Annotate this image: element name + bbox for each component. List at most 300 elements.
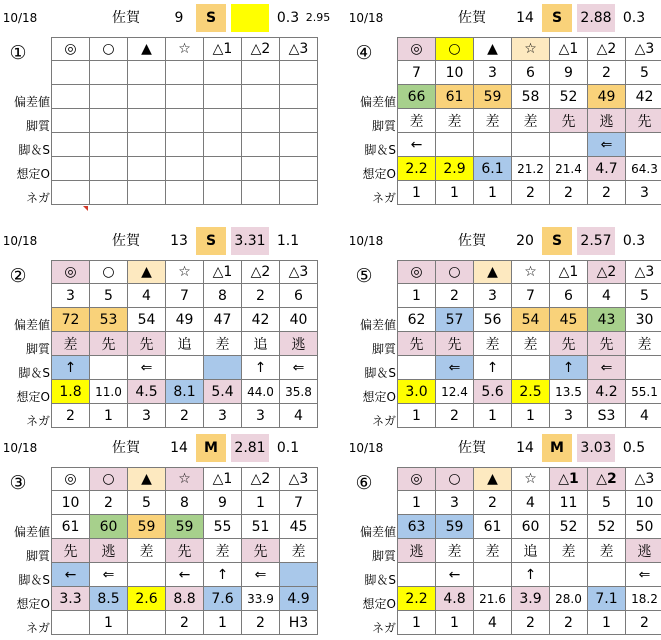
speed-cell: ← xyxy=(398,133,436,157)
odds-cell: 8.5 xyxy=(90,587,128,611)
horse-number-cell xyxy=(128,61,166,85)
running-style-cell: 差 xyxy=(204,332,242,356)
deviation-cell: 30 xyxy=(626,308,661,332)
speed-cell xyxy=(280,133,318,157)
row-label-odds: 想定O xyxy=(0,385,50,409)
race-extra-value: 0.1 xyxy=(273,434,303,462)
nega-cell: 1 xyxy=(512,404,550,428)
deviation-cell: 59 xyxy=(128,515,166,539)
odds-cell: 4.7 xyxy=(588,157,626,181)
horse-number-cell xyxy=(52,61,90,85)
row-label-style: 脚質 xyxy=(0,337,50,361)
row-label-nega: ネガ xyxy=(346,186,396,210)
mark-cell: △1 xyxy=(204,261,242,284)
running-style-cell: 先 xyxy=(398,332,436,356)
odds-cell: 4.5 xyxy=(128,380,166,404)
race-number: 13 xyxy=(162,227,196,255)
running-style-cell: 先 xyxy=(626,109,661,133)
race-ratio: 2.81 xyxy=(231,434,269,462)
horse-number-cell: 1 xyxy=(242,491,280,515)
row-label-odds: 想定O xyxy=(0,592,50,616)
row-label-nega: ネガ xyxy=(0,186,50,210)
nega-cell: 2 xyxy=(242,611,280,635)
nega-cell: 1 xyxy=(90,404,128,428)
horse-number-row xyxy=(52,491,318,515)
speed-cell: ⇐ xyxy=(588,356,626,380)
deviation-cell: 58 xyxy=(512,85,550,109)
horse-number-cell: 1 xyxy=(398,284,436,308)
horse-number-cell: 11 xyxy=(550,491,588,515)
race-venue: 佐賀 xyxy=(450,227,494,255)
horse-number-cell: 6 xyxy=(512,61,550,85)
nega-cell xyxy=(166,181,204,205)
horse-number-cell: 4 xyxy=(512,491,550,515)
nega-cell xyxy=(128,181,166,205)
nega-row xyxy=(52,611,318,635)
nega-cell xyxy=(204,181,242,205)
race-grade-badge: S xyxy=(542,227,572,255)
horse-number-cell: 2 xyxy=(90,491,128,515)
race-grade-badge: S xyxy=(196,4,226,32)
mark-cell: ☆ xyxy=(166,38,204,61)
race-venue: 佐賀 xyxy=(450,434,494,462)
running-style-row xyxy=(52,332,318,356)
nega-cell: 3 xyxy=(550,404,588,428)
deviation-cell: 59 xyxy=(436,515,474,539)
odds-cell: 13.5 xyxy=(550,380,588,404)
horse-number-cell: 6 xyxy=(550,284,588,308)
odds-cell: 35.8 xyxy=(280,380,318,404)
speed-cell: ↑ xyxy=(242,356,280,380)
race-grade-badge: M xyxy=(196,434,226,462)
running-style-cell: 差 xyxy=(128,539,166,563)
odds-cell: 4.9 xyxy=(280,587,318,611)
deviation-cell: 50 xyxy=(626,515,661,539)
row-label-speed: 脚＆S xyxy=(0,361,50,385)
running-style-cell: 差 xyxy=(512,109,550,133)
speed-cell: ↑ xyxy=(204,563,242,587)
running-style-cell xyxy=(166,109,204,133)
row-label-nega: ネガ xyxy=(0,409,50,433)
race-extra-value-2 xyxy=(303,227,333,255)
nega-cell: 1 xyxy=(204,611,242,635)
race-extra-value-2 xyxy=(649,434,661,462)
speed-cell: ⇐ xyxy=(588,133,626,157)
odds-row xyxy=(398,587,661,611)
deviation-row xyxy=(398,308,661,332)
race-number: 20 xyxy=(508,227,542,255)
deviation-cell: 43 xyxy=(588,308,626,332)
race-panel-6 xyxy=(346,434,661,639)
mark-cell: ◎ xyxy=(52,38,90,61)
odds-row xyxy=(52,380,318,404)
prediction-grid xyxy=(397,37,661,205)
speed-row xyxy=(398,563,661,587)
row-label-style: 脚質 xyxy=(346,544,396,568)
speed-cell: ↑ xyxy=(550,356,588,380)
race-panel-4 xyxy=(346,227,661,432)
panel-number: ⑤ xyxy=(351,263,377,289)
nega-cell: 2 xyxy=(626,611,661,635)
mark-cell: △3 xyxy=(280,38,318,61)
mark-cell: ▲ xyxy=(474,261,512,284)
odds-row xyxy=(52,587,318,611)
horse-number-cell xyxy=(242,61,280,85)
running-style-cell: 差 xyxy=(474,109,512,133)
deviation-cell: 63 xyxy=(398,515,436,539)
running-style-cell: 先 xyxy=(90,332,128,356)
nega-cell: 3 xyxy=(626,181,661,205)
race-venue: 佐賀 xyxy=(104,434,148,462)
row-label-speed: 脚＆S xyxy=(346,361,396,385)
mark-row xyxy=(398,38,661,61)
horse-number-cell: 5 xyxy=(90,284,128,308)
prediction-grid xyxy=(51,37,318,205)
nega-cell: 1 xyxy=(398,404,436,428)
speed-cell xyxy=(512,133,550,157)
mark-cell: △1 xyxy=(550,468,588,491)
nega-cell: 1 xyxy=(588,611,626,635)
horse-number-cell: 7 xyxy=(398,61,436,85)
odds-row xyxy=(52,157,318,181)
running-style-cell: 差 xyxy=(52,332,90,356)
race-number: 14 xyxy=(162,434,196,462)
speed-cell xyxy=(90,133,128,157)
race-extra-value: 0.3 xyxy=(619,227,649,255)
race-venue: 佐賀 xyxy=(104,4,148,32)
odds-cell: 2.9 xyxy=(436,157,474,181)
running-style-cell xyxy=(242,109,280,133)
panel-number: ② xyxy=(5,263,31,289)
race-extra-value: 1.1 xyxy=(273,227,303,255)
running-style-cell xyxy=(90,109,128,133)
mark-cell: ◎ xyxy=(398,38,436,61)
deviation-cell: 42 xyxy=(626,85,661,109)
speed-row xyxy=(52,563,318,587)
running-style-cell: 先 xyxy=(166,539,204,563)
mark-cell: ▲ xyxy=(128,261,166,284)
panel-number: ⑥ xyxy=(351,470,377,496)
panel-header xyxy=(0,227,330,255)
running-style-cell: 差 xyxy=(436,109,474,133)
odds-cell xyxy=(128,157,166,181)
mark-cell: ○ xyxy=(90,468,128,491)
horse-number-cell: 2 xyxy=(242,284,280,308)
deviation-cell xyxy=(280,85,318,109)
nega-cell xyxy=(52,611,90,635)
horse-number-cell: 2 xyxy=(474,491,512,515)
cell-comment-marker xyxy=(83,206,88,211)
odds-cell: 28.0 xyxy=(550,587,588,611)
row-label-speed: 脚＆S xyxy=(0,138,50,162)
race-extra-value: 0.3 xyxy=(273,4,303,32)
race-panel-5 xyxy=(0,434,330,639)
nega-cell: 3 xyxy=(128,404,166,428)
running-style-cell: 逃 xyxy=(398,539,436,563)
running-style-cell: 追 xyxy=(166,332,204,356)
horse-number-cell: 5 xyxy=(128,491,166,515)
speed-cell xyxy=(204,133,242,157)
nega-cell: 1 xyxy=(436,611,474,635)
speed-cell: ⇐ xyxy=(436,356,474,380)
horse-number-cell xyxy=(204,61,242,85)
row-label-deviation: 偏差値 xyxy=(346,313,396,337)
deviation-cell: 54 xyxy=(512,308,550,332)
row-label-style: 脚質 xyxy=(0,544,50,568)
running-style-cell: 逃 xyxy=(588,109,626,133)
running-style-row xyxy=(398,332,661,356)
race-extra-value-2 xyxy=(649,227,661,255)
horse-number-cell: 5 xyxy=(588,491,626,515)
mark-cell: △2 xyxy=(588,38,626,61)
odds-cell: 3.9 xyxy=(512,587,550,611)
deviation-cell xyxy=(128,85,166,109)
speed-cell xyxy=(626,356,661,380)
race-ratio xyxy=(231,4,269,32)
mark-cell: △2 xyxy=(588,468,626,491)
deviation-cell: 40 xyxy=(280,308,318,332)
nega-row xyxy=(398,611,661,635)
speed-row xyxy=(52,133,318,157)
mark-cell: ☆ xyxy=(512,38,550,61)
speed-cell xyxy=(474,563,512,587)
mark-cell: △3 xyxy=(626,261,661,284)
nega-cell: 2 xyxy=(166,404,204,428)
deviation-cell: 47 xyxy=(204,308,242,332)
race-grade-badge: S xyxy=(196,227,226,255)
mark-cell: ○ xyxy=(436,261,474,284)
nega-cell: H3 xyxy=(280,611,318,635)
nega-cell: 2 xyxy=(588,181,626,205)
running-style-cell: 差 xyxy=(512,332,550,356)
horse-number-cell: 10 xyxy=(436,61,474,85)
speed-cell xyxy=(128,133,166,157)
horse-number-row xyxy=(52,284,318,308)
odds-cell: 64.3 xyxy=(626,157,661,181)
horse-number-cell: 7 xyxy=(166,284,204,308)
running-style-cell: 先 xyxy=(52,539,90,563)
deviation-cell: 66 xyxy=(398,85,436,109)
deviation-cell: 59 xyxy=(474,85,512,109)
odds-cell: 21.4 xyxy=(550,157,588,181)
mark-cell: △3 xyxy=(280,468,318,491)
horse-number-cell: 2 xyxy=(436,284,474,308)
deviation-cell: 56 xyxy=(474,308,512,332)
mark-cell: ◎ xyxy=(52,261,90,284)
speed-cell xyxy=(474,133,512,157)
running-style-cell: 先 xyxy=(242,539,280,563)
nega-cell: 1 xyxy=(474,181,512,205)
speed-cell xyxy=(550,563,588,587)
race-date: 10/18 xyxy=(0,227,40,255)
horse-number-row xyxy=(398,491,661,515)
horse-number-cell: 7 xyxy=(280,491,318,515)
odds-row xyxy=(398,380,661,404)
mark-cell: ☆ xyxy=(512,468,550,491)
nega-cell: 4 xyxy=(280,404,318,428)
running-style-cell: 追 xyxy=(242,332,280,356)
horse-number-cell: 5 xyxy=(626,284,661,308)
speed-cell xyxy=(166,133,204,157)
mark-cell: ○ xyxy=(436,468,474,491)
running-style-cell: 差 xyxy=(550,539,588,563)
nega-row xyxy=(52,404,318,428)
horse-number-row xyxy=(398,284,661,308)
running-style-cell: 追 xyxy=(512,539,550,563)
mark-cell: △3 xyxy=(626,468,661,491)
panel-header xyxy=(0,4,330,32)
running-style-cell: 逃 xyxy=(626,539,661,563)
horse-number-cell: 8 xyxy=(204,284,242,308)
nega-row xyxy=(52,181,318,205)
odds-cell: 12.4 xyxy=(436,380,474,404)
nega-cell xyxy=(128,611,166,635)
running-style-cell xyxy=(280,109,318,133)
race-grade-badge: M xyxy=(542,434,572,462)
running-style-cell xyxy=(204,109,242,133)
deviation-cell: 42 xyxy=(242,308,280,332)
odds-cell: 2.6 xyxy=(128,587,166,611)
odds-cell: 5.6 xyxy=(474,380,512,404)
row-label-deviation: 偏差値 xyxy=(0,90,50,114)
odds-cell: 21.6 xyxy=(474,587,512,611)
speed-cell: ↑ xyxy=(474,356,512,380)
running-style-cell: 差 xyxy=(204,539,242,563)
deviation-row xyxy=(52,515,318,539)
race-date: 10/18 xyxy=(346,227,386,255)
panel-header xyxy=(346,434,661,462)
mark-cell: △1 xyxy=(550,261,588,284)
race-grade-badge: S xyxy=(542,4,572,32)
deviation-cell: 52 xyxy=(588,515,626,539)
race-extra-value-2 xyxy=(303,434,333,462)
speed-cell xyxy=(550,133,588,157)
mark-cell: △3 xyxy=(280,261,318,284)
mark-cell: ○ xyxy=(436,38,474,61)
mark-cell: ◎ xyxy=(398,468,436,491)
odds-cell xyxy=(280,157,318,181)
speed-cell xyxy=(588,563,626,587)
mark-cell: ◎ xyxy=(398,261,436,284)
prediction-grid xyxy=(397,260,661,428)
horse-number-row xyxy=(52,61,318,85)
mark-cell: ▲ xyxy=(474,468,512,491)
panel-header xyxy=(346,4,661,32)
row-label-deviation: 偏差値 xyxy=(346,520,396,544)
odds-cell xyxy=(166,157,204,181)
odds-cell: 3.0 xyxy=(398,380,436,404)
row-label-deviation: 偏差値 xyxy=(346,90,396,114)
deviation-cell xyxy=(90,85,128,109)
nega-cell: 2 xyxy=(52,404,90,428)
race-panel-3 xyxy=(0,227,330,432)
horse-number-cell: 9 xyxy=(550,61,588,85)
row-label-nega: ネガ xyxy=(346,616,396,640)
mark-cell: △1 xyxy=(550,38,588,61)
panel-number: ① xyxy=(5,40,31,66)
nega-cell: 4 xyxy=(474,611,512,635)
nega-cell: 2 xyxy=(512,181,550,205)
horse-number-row xyxy=(398,61,661,85)
nega-cell: 1 xyxy=(474,404,512,428)
odds-cell: 8.8 xyxy=(166,587,204,611)
mark-cell: △1 xyxy=(204,38,242,61)
nega-row xyxy=(398,181,661,205)
horse-number-cell xyxy=(90,61,128,85)
prediction-grid xyxy=(397,467,661,635)
mark-cell: △2 xyxy=(242,468,280,491)
nega-cell: 3 xyxy=(204,404,242,428)
deviation-cell xyxy=(52,85,90,109)
deviation-cell: 57 xyxy=(436,308,474,332)
mark-cell: △2 xyxy=(588,261,626,284)
speed-cell xyxy=(204,356,242,380)
speed-cell xyxy=(436,133,474,157)
odds-cell: 5.4 xyxy=(204,380,242,404)
nega-cell xyxy=(242,181,280,205)
horse-number-cell: 4 xyxy=(128,284,166,308)
odds-cell: 2.2 xyxy=(398,587,436,611)
horse-number-cell: 8 xyxy=(166,491,204,515)
deviation-row xyxy=(52,85,318,109)
deviation-cell xyxy=(204,85,242,109)
deviation-row xyxy=(398,85,661,109)
mark-cell: ▲ xyxy=(474,38,512,61)
mark-cell: ▲ xyxy=(128,468,166,491)
running-style-cell: 差 xyxy=(626,332,661,356)
deviation-cell: 53 xyxy=(90,308,128,332)
nega-cell: 1 xyxy=(90,611,128,635)
running-style-cell xyxy=(52,109,90,133)
panel-number: ③ xyxy=(5,470,31,496)
nega-cell xyxy=(52,181,90,205)
deviation-cell: 52 xyxy=(550,515,588,539)
row-label-style: 脚質 xyxy=(346,114,396,138)
race-date: 10/18 xyxy=(346,434,386,462)
odds-cell xyxy=(204,157,242,181)
row-label-odds: 想定O xyxy=(346,385,396,409)
mark-cell: ☆ xyxy=(166,261,204,284)
horse-number-cell: 5 xyxy=(626,61,661,85)
odds-cell: 7.1 xyxy=(588,587,626,611)
running-style-cell: 先 xyxy=(436,332,474,356)
deviation-cell: 55 xyxy=(204,515,242,539)
nega-cell: 2 xyxy=(550,611,588,635)
running-style-cell xyxy=(128,109,166,133)
mark-cell: ▲ xyxy=(128,38,166,61)
race-date: 10/18 xyxy=(0,4,40,32)
race-panel-1 xyxy=(0,4,330,209)
speed-row xyxy=(52,356,318,380)
mark-cell: △2 xyxy=(242,261,280,284)
running-style-cell: 差 xyxy=(474,332,512,356)
horse-number-cell: 2 xyxy=(588,61,626,85)
speed-cell xyxy=(626,133,661,157)
speed-cell xyxy=(242,133,280,157)
horse-number-cell: 3 xyxy=(474,61,512,85)
row-label-odds: 想定O xyxy=(0,162,50,186)
deviation-cell: 52 xyxy=(550,85,588,109)
horse-number-cell xyxy=(280,61,318,85)
race-venue: 佐賀 xyxy=(104,227,148,255)
running-style-cell: 差 xyxy=(588,539,626,563)
odds-cell: 55.1 xyxy=(626,380,661,404)
odds-cell: 18.2 xyxy=(626,587,661,611)
speed-row xyxy=(398,356,661,380)
deviation-cell: 49 xyxy=(166,308,204,332)
race-number: 14 xyxy=(508,4,542,32)
deviation-cell: 49 xyxy=(588,85,626,109)
